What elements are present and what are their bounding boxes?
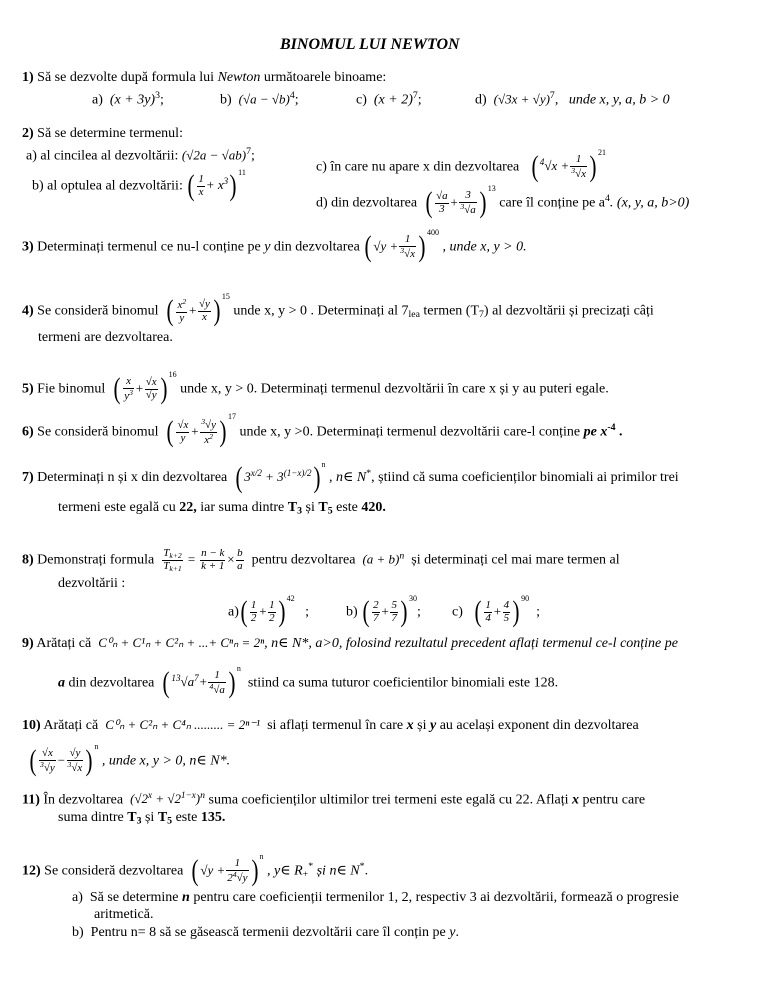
- problem-2-item-a: a) al cincilea al dezvoltării: $(√2a - √ab)^7$;: [26, 146, 255, 164]
- problem-10-statement: [22, 718, 639, 734]
- problem-8-text-2: pentru dezvoltarea: [251, 552, 356, 568]
- paren-right: ): [313, 461, 321, 494]
- problem-12-item-b: [72, 925, 459, 941]
- formula: (√2a − √ab): [181, 147, 247, 163]
- fraction: $\frac{x^2}{y}$: [177, 297, 187, 324]
- text: este: [332, 500, 362, 515]
- problem-6-number: 6): [22, 424, 34, 440]
- paren-left: (: [191, 854, 199, 888]
- subscript: 3: [297, 505, 303, 517]
- problem-6-statement: 6) Se consideră binomul ( $\frac{√x}{y}$ + $\frac{^3√y}{x^2}$ ) $^{17}$ unde x, y >0. Determinați termenul dezvoltării care-l conține pe $x^{-4}$ .: [22, 412, 623, 449]
- exponent: 7: [412, 90, 418, 101]
- text: pentru care: [579, 792, 646, 808]
- problem-3-text-2: din dezvoltarea: [270, 239, 360, 255]
- paren-right: ): [219, 415, 227, 449]
- problem-11-line-2: [58, 810, 225, 827]
- fraction: $\frac{n - k}{k + 1}$: [201, 547, 225, 572]
- problem-11-text: În dezvoltarea: [43, 792, 124, 808]
- exponent: 11: [238, 168, 246, 177]
- problem-12-text: Se consideră dezvoltarea: [44, 863, 184, 879]
- exponent: 7: [246, 146, 251, 157]
- variable: x: [572, 792, 579, 808]
- text: și: [413, 718, 430, 733]
- subscript: 7: [479, 308, 484, 320]
- condition: și n∈ N: [313, 863, 360, 879]
- problem-2-number: 2): [22, 126, 34, 141]
- condition: , unde x, y > 0, n∈ N*.: [101, 753, 231, 769]
- problem-4-text: Se consideră binomul: [37, 303, 159, 319]
- problem-3-statement: 3) Determinați termenul ce nu-l conține pe y din dezvoltarea ( √y + $\frac{1}{^3√x}$ ) $^{400}$ , unde x, y > 0.: [22, 228, 527, 264]
- condition: , n∈ N*, a>0, folosind rezultatul precedent aflați termenul ce-l conține pe: [264, 636, 678, 651]
- item-text: b) al optulea al dezvoltării:: [32, 178, 183, 194]
- paren-left: (: [29, 744, 37, 778]
- problem-8-item-c: c) ( $\frac{1}{4}$ + $\frac{4}{5}$ ) $^{90}$ ;: [452, 594, 541, 629]
- fraction: $\frac{√y}{x}$: [199, 298, 210, 323]
- text: și: [141, 810, 158, 825]
- exponent: n: [399, 550, 405, 562]
- paren-left: (: [166, 294, 174, 328]
- paren-right: ): [479, 186, 487, 220]
- problem-7-number: 7): [22, 470, 34, 486]
- variable: y: [264, 239, 271, 255]
- paren-right: ): [160, 372, 168, 406]
- problem-1-item-d: d) $(√3x + √y)^7$, unde x, y, a, b > 0: [475, 90, 670, 108]
- term: T: [287, 500, 298, 515]
- exponent: 3: [155, 90, 160, 101]
- paren-right: ): [589, 150, 597, 184]
- paren-left: (: [166, 415, 174, 449]
- subscript: 3: [136, 815, 142, 827]
- fraction: $\frac{3}{^3√a}$: [460, 189, 476, 216]
- item-text: a) al cincilea al dezvoltării:: [26, 148, 179, 164]
- item-label: a): [92, 92, 103, 108]
- problem-4-text-3: ) al dezvoltării și precizați câți: [483, 303, 654, 319]
- value: 420.: [361, 500, 386, 515]
- formula: (x + 3y): [109, 92, 156, 108]
- condition: unde x, y >0. Determinați termenul dezvoltării care-l conține: [239, 424, 584, 440]
- text: iar suma dintre: [196, 500, 288, 515]
- problem-1-item-a: a) $(x + 3y)^3$;: [92, 90, 164, 108]
- paren-left: (: [474, 595, 482, 629]
- text: au același exponent din dezvoltarea: [436, 718, 639, 733]
- problem-3-text: Determinați termenul ce nu-l conține pe: [37, 239, 265, 255]
- fraction: $\frac{1}{2}$: [250, 599, 257, 624]
- problem-2-item-d: d) din dezvoltarea ( $\frac{√a}{3}$ + $\frac{3}{^3√a}$ ) $^{13}$ care îl conține pe $a^4$. (x, y, a, b>0): [316, 184, 690, 220]
- text: pentru care coeficienții termenilor 1, 2, respectiv 3 ai dezvoltării, formează o progresie: [189, 890, 679, 905]
- separator: ;: [416, 604, 421, 620]
- fraction: $\frac{1}{2}$: [269, 599, 275, 624]
- problem-4-line-2: termeni are dezvoltarea.: [38, 330, 173, 345]
- paren-right: ): [512, 595, 520, 629]
- item-label: d): [475, 92, 487, 108]
- end-mark: .: [455, 925, 459, 940]
- value: 135.: [200, 810, 226, 825]
- end-mark: .: [615, 424, 623, 440]
- problem-4-statement: 4) Se consideră binomul ( $\frac{x^2}{y}$ + $\frac{√y}{x}$ ) $^{15}$ unde x, y > 0 . Determinați al $7_{lea}$ termen $(T_7)$ al dezvoltării și precizați câți: [22, 292, 654, 328]
- item-label: c): [452, 604, 463, 620]
- problem-8-item-b: b) ( $\frac{2}{7}$ + $\frac{5}{7}$ ) $^{30}$;: [346, 594, 421, 629]
- item-label: b): [220, 92, 232, 108]
- problem-12-number: 12): [22, 863, 41, 879]
- fraction: $\frac{b}{a}$: [237, 547, 243, 572]
- exponent: 16: [168, 370, 177, 379]
- problem-1-item-c: c) $(x + 2)^7$;: [356, 90, 422, 108]
- fraction: $\frac{√a}{3}$: [436, 190, 448, 215]
- exponent: n: [94, 742, 99, 751]
- problem-1-newton: Newton: [217, 70, 261, 85]
- paren-right: ): [85, 744, 93, 778]
- problem-7-text-2: , știind că suma coeficienților binomiali ai primilor trei: [371, 470, 679, 486]
- star: *: [359, 861, 365, 873]
- fraction: $\frac{1}{4}$: [485, 599, 491, 624]
- text: stiind ca suma tuturor coeficientilor binomiali este 128.: [247, 675, 559, 691]
- term: T: [157, 810, 168, 825]
- variable: y: [449, 925, 456, 940]
- problem-8-line-2: dezvoltării :: [58, 576, 126, 591]
- item-tail: care îl conține pe a: [499, 195, 605, 211]
- term: T: [318, 500, 328, 515]
- fraction: $\frac{√x}{√y}$: [145, 376, 157, 401]
- condition: unde x, y > 0 . Determinați al 7: [233, 303, 409, 319]
- formula: (√3x + √y): [493, 91, 550, 107]
- item-label: c): [356, 92, 367, 108]
- text: si aflați termenul în care: [267, 718, 407, 733]
- problem-1-item-b: b) $(√a - √b)^4$;: [220, 90, 299, 108]
- fraction: $\frac{1}{^3√x}$: [571, 153, 587, 180]
- condition: , unde x, y > 0.: [442, 239, 527, 255]
- problem-4-number: 4): [22, 303, 34, 319]
- problem-3-number: 3): [22, 239, 34, 255]
- problem-9-number: 9): [22, 636, 34, 651]
- problem-7-statement: 7) Determinați n și x din dezvoltarea ( $3^{x/2} + 3^{(1-x)/2}$) $^n$ , n∈ N*, știind că suma coeficienților binomiali ai primilor trei: [22, 460, 679, 494]
- problem-5-text: Fie binomul: [37, 381, 106, 397]
- paren-left: (: [235, 461, 243, 494]
- condition: , n∈ N: [329, 470, 367, 486]
- problem-7-text: Determinați n și x din dezvoltarea: [37, 470, 228, 486]
- item-label: a): [72, 890, 83, 905]
- formula: C⁰ₙ + C²ₙ + C⁴ₙ ......... = 2ⁿ⁻¹: [105, 717, 261, 732]
- end-mark: .: [364, 863, 369, 879]
- problem-7-line-2: [58, 500, 386, 517]
- paren-right: ): [251, 854, 259, 888]
- fraction: $\frac{x}{y^3}$: [124, 375, 133, 402]
- fraction: $\frac{4}{5}$: [503, 599, 510, 624]
- exponent: 7: [549, 90, 555, 101]
- problem-2-item-b: b) al optulea al dezvoltării: ( $\frac{1}{x}$ + $x^3$) $^{11}$: [32, 168, 246, 203]
- text: termeni este egală cu: [58, 500, 180, 515]
- problem-10-text: Arătați că: [43, 718, 99, 733]
- subscript: +: [302, 868, 309, 880]
- star: *: [366, 467, 372, 479]
- text: și: [302, 500, 319, 515]
- fraction: $\frac{1}{^3√x}$: [400, 233, 416, 260]
- exponent: 4: [605, 193, 610, 205]
- exponent: n: [321, 460, 326, 469]
- variable: a: [58, 675, 65, 691]
- exponent: n: [259, 852, 264, 861]
- fraction: $\frac{√x}{^3√y}$: [40, 747, 55, 774]
- problem-9-line-2: a din dezvoltarea ( $^{13}√a^7+$ $\frac{1}{^4√a}$ ) $^n$ stiind ca suma tuturor coeficientilor binomiali este 128.: [58, 664, 559, 700]
- text: Să se determine: [89, 890, 183, 905]
- text: este: [172, 810, 201, 825]
- fraction: $\frac{^3√y}{x^2}$: [201, 417, 216, 447]
- problem-8-number: 8): [22, 552, 34, 568]
- text: suma coeficienților ultimilor trei termeni este egală cu 22. Aflați: [208, 792, 572, 808]
- exponent: 21: [598, 148, 607, 157]
- problem-8-statement: 8) Demonstrați formula $\frac{T_{k+2}}{T_{k+1}}$ = $\frac{n - k}{k + 1}$ × $\frac{b}{a}$ pentru dezvoltarea $(a + b)^n$ și determinați cel mai mare termen al: [22, 547, 620, 573]
- paren-left: (: [531, 150, 539, 184]
- condition: . (x, y, a, b>0): [609, 195, 690, 211]
- problem-6-text: Se consideră binomul: [37, 424, 159, 440]
- fraction: $\frac{1}{2^4√y}$: [227, 857, 248, 884]
- page-title: BINOMUL LUI NEWTON: [280, 36, 460, 53]
- condition: unde x, y > 0. Determinați termenul dezvoltării în care x și y au puteri egale.: [180, 381, 609, 397]
- subscript: 5: [327, 505, 333, 517]
- text: din dezvoltarea: [65, 675, 155, 691]
- fraction: $\frac{√y}{^3√x}$: [67, 747, 83, 774]
- exponent: 90: [521, 594, 530, 603]
- exponent: 400: [427, 228, 440, 237]
- problem-8-text: Demonstrați formula: [37, 552, 155, 568]
- fraction: $\frac{√x}{y}$: [177, 419, 189, 444]
- problem-12-item-a: [72, 890, 679, 906]
- item-label: b): [346, 604, 358, 620]
- problem-12-item-a-line-2: aritmetică.: [94, 907, 154, 922]
- formula: C⁰ₙ + C¹ₙ + C²ₙ + ...+ Cⁿₙ = 2ⁿ: [98, 635, 265, 650]
- problem-2-item-c: c) în care nu apare x din dezvoltarea ( $^4$√x + $\frac{1}{^3√x}$ ) $^{21}$: [316, 148, 607, 184]
- problem-5-statement: 5) Fie binomul ( $\frac{x}{y^3}$ + $\frac{√x}{√y}$ ) $^{16}$ unde x, y > 0. Determinați termenul dezvoltării în care x și y au puteri egale.: [22, 370, 609, 406]
- formula: (√a − √b): [238, 91, 290, 107]
- fraction: $\frac{1}{^4√a}$: [209, 669, 225, 696]
- variable: x: [406, 718, 414, 733]
- problem-9-text: Arătați că: [36, 636, 92, 651]
- text: Pentru n= 8 să se găsească termenii dezvoltării care îl conțin pe: [90, 925, 450, 940]
- exponent: n: [236, 664, 241, 673]
- variable: y: [429, 718, 437, 733]
- problem-10-number: 10): [22, 718, 41, 733]
- item-text: d) din dezvoltarea: [316, 195, 418, 211]
- item-label: b): [72, 925, 84, 940]
- problem-8-item-a: a)( $\frac{1}{2}$ + $\frac{1}{2}$ ) $^{42}$ ;: [228, 594, 310, 629]
- condition: , y∈ R: [267, 863, 303, 879]
- condition: unde x, y, a, b > 0: [568, 92, 670, 108]
- ordinal-suffix: lea: [408, 308, 420, 320]
- fraction: $\frac{2}{7}$: [373, 599, 379, 624]
- fraction: $\frac{1}{x}$: [198, 173, 204, 198]
- separator: ;: [536, 604, 541, 620]
- exponent: -4: [607, 422, 616, 434]
- problem-2-statement: [22, 126, 183, 142]
- paren-left: (: [425, 186, 433, 220]
- paren-left: (: [362, 595, 370, 629]
- problem-1-text-b: următoarele binoame:: [260, 70, 387, 85]
- highlight: pe x: [583, 424, 608, 440]
- paren-right: ): [400, 595, 408, 629]
- text: suma dintre: [58, 810, 128, 825]
- paren-left: (: [240, 595, 248, 629]
- problem-1-number: 1): [22, 70, 34, 85]
- fraction: $\frac{5}{7}$: [391, 599, 397, 624]
- paren-right: ): [418, 230, 426, 264]
- problem-9-statement: [22, 636, 678, 652]
- exponent: 15: [221, 292, 230, 301]
- value: 22,: [179, 500, 197, 515]
- problem-8-text-3: și determinați cel mai mare termen al: [411, 552, 620, 568]
- fraction: $\frac{T_{k+2}}{T_{k+1}}$: [163, 547, 182, 573]
- paren-left: (: [364, 230, 372, 264]
- paren-right: ): [228, 666, 236, 700]
- exponent: 4: [289, 90, 295, 101]
- subscript: 5: [167, 815, 173, 827]
- paren-right: ): [229, 169, 237, 203]
- problem-11-statement: 11) În dezvoltarea $(√2^x + √2^{1-x})^n$ suma coeficienților ultimilor trei termeni este egală cu 22. Aflați x pentru care: [22, 790, 646, 808]
- exponent: 30: [408, 594, 417, 603]
- exponent: n: [200, 790, 205, 801]
- problem-2-text: Să se determine termenul:: [37, 126, 183, 141]
- problem-4-text-2: termen (T: [419, 303, 480, 319]
- separator: ;: [305, 604, 310, 620]
- formula: (a + b): [362, 551, 400, 567]
- paren-left: (: [187, 169, 195, 203]
- item-text: c) în care nu apare x din dezvoltarea: [316, 159, 520, 175]
- problem-1-statement: [22, 70, 386, 86]
- star: *: [308, 861, 314, 873]
- paren-left: (: [113, 372, 121, 406]
- formula: (x + 2): [373, 92, 413, 108]
- term: T: [127, 810, 137, 825]
- exponent: 17: [227, 412, 236, 421]
- problem-12-statement: 12) Se consideră dezvoltarea ( √y + $\frac{1}{2^4√y}$ ) $^n$ , y∈ $R_+^*$ și n∈ N*.: [22, 852, 369, 888]
- problem-1-text: Să se dezvolte după formula lui: [37, 70, 218, 85]
- paren-left: (: [162, 666, 170, 700]
- paren-right: ): [213, 294, 221, 328]
- variable: n: [182, 890, 190, 905]
- item-label: a): [228, 604, 239, 620]
- paren-right: ): [278, 595, 286, 629]
- problem-5-number: 5): [22, 381, 34, 397]
- exponent: 13: [487, 184, 496, 193]
- problem-11-number: 11): [22, 792, 40, 808]
- problem-10-line-2: ( $\frac{√x}{^3√y}$ − $\frac{√y}{^3√x}$ ) $^n$ , unde x, y > 0, n∈ N*.: [29, 742, 231, 778]
- exponent: 42: [286, 594, 295, 603]
